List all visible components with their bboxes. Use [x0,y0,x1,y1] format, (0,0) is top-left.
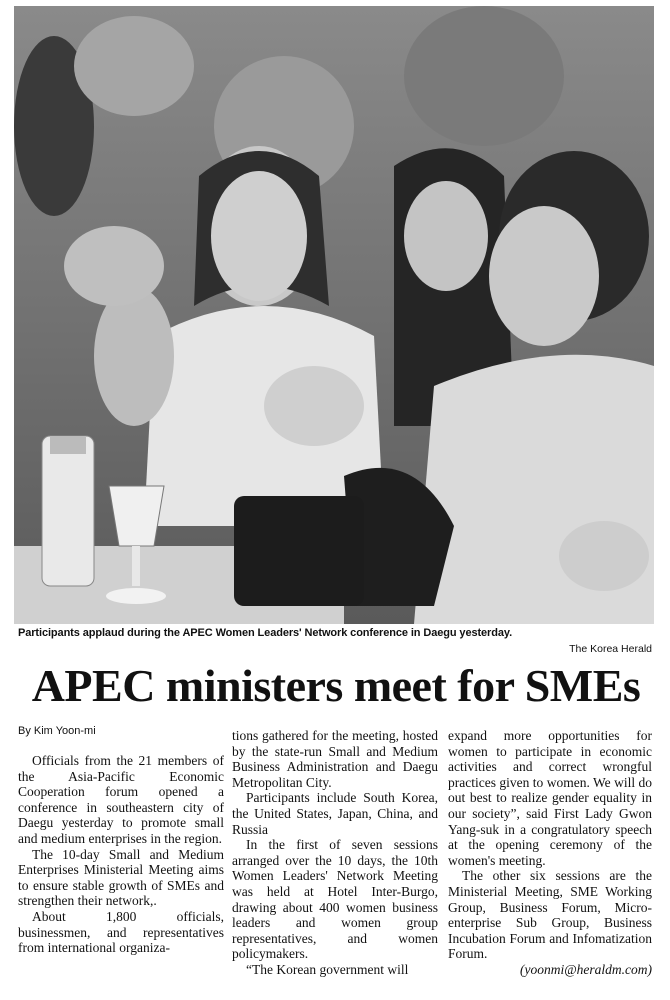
paragraph: Participants include South Korea, the United States, Japan, China, and Russia [232,790,438,837]
paragraph: Officials from the 21 members of the Asia-Pacific Economic Cooperation forum opened a conference in southeastern city of Daegu yesterday to promote small and medium enterprises in the region. [18,753,224,846]
author-email: (yoonmi@heraldm.com) [519,961,652,977]
paragraph: In the first of seven sessions arranged over the 10 days, the 10th Women Leaders' Network Meeting was held at Hotel Inter-Burgo, drawing about 400 women business leaders and women group representatives, and women policymakers. [232,837,438,962]
news-photo [14,6,654,624]
paragraph: “The Korean government will [246,961,409,977]
article-column-1 [18,753,224,956]
paragraph: The other six sessions are the Ministerial Meeting, SME Working Group, Business Forum, Micro-enterprise Sub Group, Business Incubation Forum and Infomatization Forum. [448,868,652,962]
article-column-3 [448,728,652,978]
article-column-2 [232,728,438,978]
paragraph: The 10-day Small and Medium Enterprises Ministerial Meeting aims to ensure stable growth of SMEs and strengthen their network,. [18,846,224,909]
paragraph: tions gathered for the meeting, hosted by the state-run Small and Medium Business Administration and Daegu Metropolitan City. [232,728,438,790]
paragraph: expand more opportunities for women to participate in economic activities and correct wrongful practices given to women. We will do out best to realize gender equality in our society”, said First Lady Gwon Yang-suk in a congratulatory speech at the opening ceremony of the women's meeting. [448,728,652,868]
paragraph: About 1,800 officials, businessmen, and representatives from international organiza- [18,908,224,956]
photo-credit: The Korea Herald [569,643,652,655]
byline: By Kim Yoon-mi [18,725,96,737]
headline: APEC ministers meet for SMEs [31,660,641,711]
photo-of-women-applauding [14,6,654,624]
photo-caption: Participants applaud during the APEC Women Leaders' Network conference in Daegu yesterday. [18,627,513,639]
